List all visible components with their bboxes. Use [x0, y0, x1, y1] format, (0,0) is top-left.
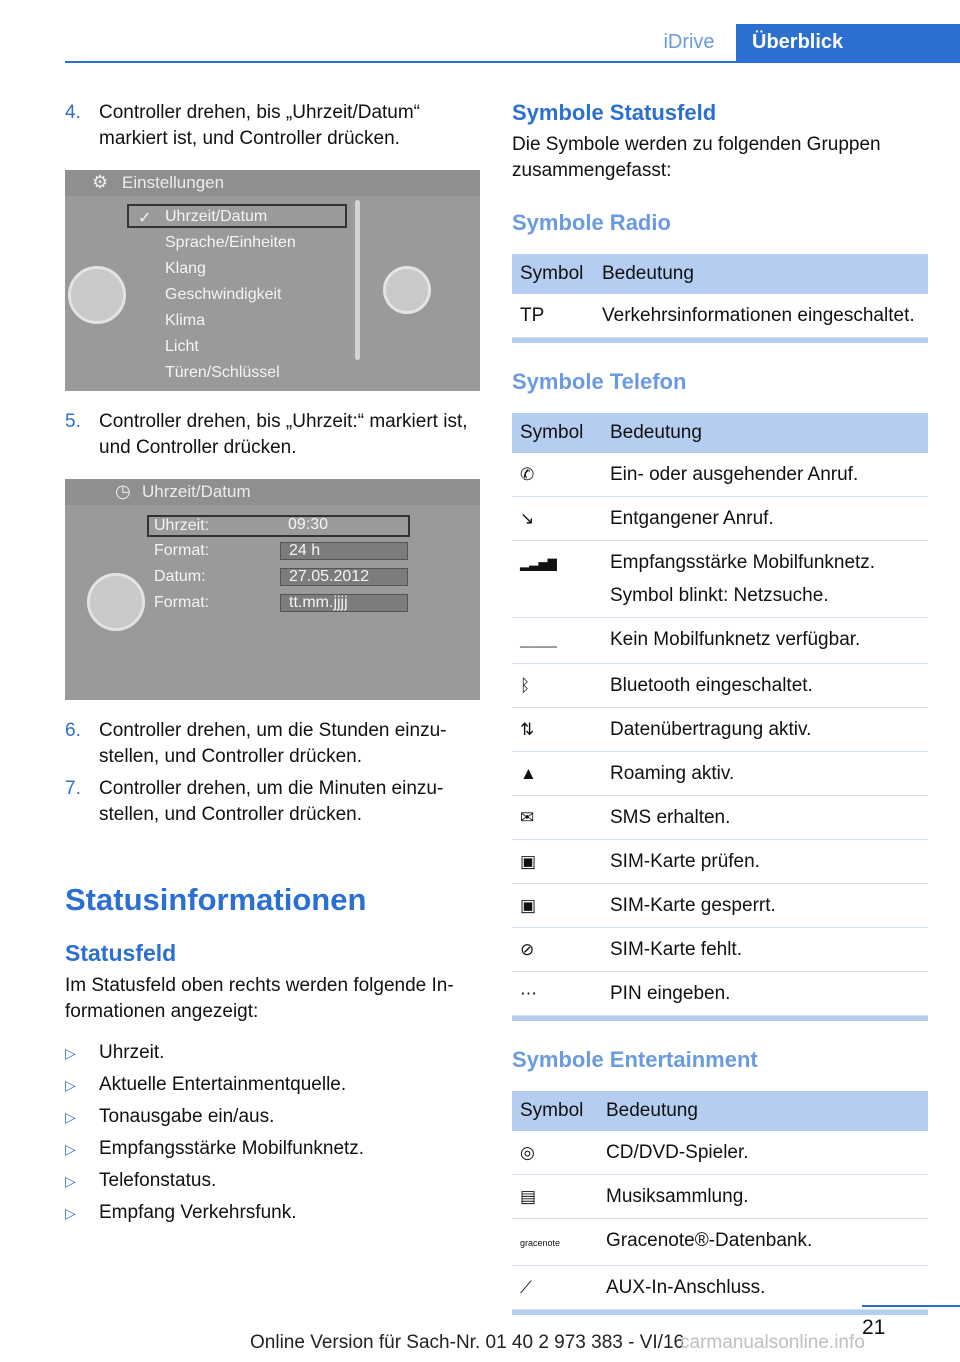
menu-item: Türen/Schlüssel — [165, 364, 280, 381]
step-text: Controller drehen, bis „Uhrzeit:“ markiert ist, und Controller drücken. — [99, 411, 468, 458]
field-value: 24 h — [280, 542, 408, 560]
table-row: ▤ Musiksammlung. — [512, 1175, 928, 1219]
col-header-meaning: Bedeutung — [602, 413, 928, 453]
list-item: ▷ Empfangsstärke Mobilfunknetz. — [65, 1133, 480, 1165]
page-number: 21 — [862, 1316, 886, 1339]
signal-strength-icon: ▂▃▅▇ — [520, 557, 557, 571]
scroll-arc — [355, 200, 360, 360]
field-label: Format: — [154, 594, 210, 611]
bullet-icon: ▷ — [65, 1109, 76, 1125]
table-row: ▂▃▅▇ Empfangsstärke Mobilfunknetz. Symbol blinkt: Netzsuche. — [512, 541, 928, 618]
table-row: ⟋ AUX-In-Anschluss. — [512, 1266, 928, 1310]
bullet-icon: ▷ — [65, 1205, 76, 1221]
table-row: ▁▁▁▁ Kein Mobilfunknetz verfügbar. — [512, 618, 928, 664]
menu-item: Klang — [165, 260, 206, 277]
list-item: ▷ Aktuelle Entertainmentquelle. — [65, 1069, 480, 1101]
field-label: Format: — [154, 542, 210, 559]
data-transfer-icon: ⇅ — [520, 720, 535, 739]
menu-item: Klima — [165, 312, 206, 329]
left-column — [65, 100, 480, 1229]
menu-item: Uhrzeit/Datum — [165, 208, 268, 225]
step-number: 5. — [65, 411, 81, 432]
footer-text: Online Version für Sach-Nr. 01 40 2 973 383 - VI/16 — [250, 1332, 685, 1353]
controller-knob — [68, 266, 126, 324]
screen-title: Einstellungen — [122, 173, 225, 192]
sim-check-icon: ▣ — [520, 852, 537, 871]
table-row: ▣ SIM-Karte prüfen. — [512, 840, 928, 884]
status-list — [65, 1037, 480, 1229]
list-item: ▷ Uhrzeit. — [65, 1037, 480, 1069]
table-row: gracenote Gracenote®-Datenbank. — [512, 1219, 928, 1266]
settings-screenshot — [65, 170, 480, 391]
field-value: tt.mm.jjjj — [280, 594, 408, 612]
radio-heading: Symbole Radio — [512, 210, 671, 235]
gear-icon: ⚙ — [92, 172, 109, 192]
list-item: ▷ Tonausgabe ein/aus. — [65, 1101, 480, 1133]
phone-heading: Symbole Telefon — [512, 369, 687, 394]
clock-icon: ◷ — [115, 481, 131, 501]
roaming-icon: ▲ — [520, 764, 537, 783]
bullet-icon: ▷ — [65, 1045, 76, 1061]
watermark: carmanualsonline.info — [680, 1332, 865, 1353]
table-row: ⇅ Datenübertragung aktiv. — [512, 708, 928, 752]
right-column — [512, 100, 928, 1315]
step-number: 7. — [65, 778, 81, 799]
menu-item: Geschwindigkeit — [165, 286, 282, 303]
col-header-meaning: Bedeutung — [594, 254, 928, 294]
entertainment-heading: Symbole Entertainment — [512, 1047, 758, 1072]
field-value: 27.05.2012 — [280, 568, 408, 586]
table-row: ᛒ Bluetooth eingeschaltet. — [512, 664, 928, 708]
cd-dvd-icon: ◎ — [520, 1143, 535, 1162]
list-item: ▷ Telefonstatus. — [65, 1165, 480, 1197]
symbols-heading: Symbole Statusfeld — [512, 100, 717, 125]
col-header-meaning: Bedeutung — [598, 1091, 928, 1131]
subsection-heading: Statusfeld — [65, 940, 177, 966]
step-7 — [65, 776, 480, 828]
music-collection-icon: ▤ — [520, 1187, 537, 1206]
no-network-icon: ▁▁▁▁ — [520, 634, 557, 648]
tab-idrive[interactable]: iDrive — [663, 31, 715, 53]
step-4 — [65, 100, 480, 152]
step-text: Controller drehen, bis „Uhrzeit/Datum“ markiert ist, und Controller drücken. — [99, 102, 421, 149]
entertainment-table — [512, 1091, 928, 1310]
table-row: ⋯ PIN eingeben. — [512, 972, 928, 1016]
table-row: ✉ SMS erhalten. — [512, 796, 928, 840]
field-label: Datum: — [154, 568, 206, 585]
col-header-symbol: Symbol — [512, 413, 602, 453]
step-6 — [65, 718, 480, 770]
bullet-icon: ▷ — [65, 1173, 76, 1189]
step-text: Controller drehen, um die Minuten einzustellen, und Controller drücken. — [99, 778, 444, 825]
sms-icon: ✉ — [520, 808, 535, 827]
gracenote-icon: gracenote — [520, 1238, 561, 1248]
controller-knob — [87, 573, 145, 631]
table-row: ▲ Roaming aktiv. — [512, 752, 928, 796]
header-rule — [65, 61, 960, 63]
table-row: ◎ CD/DVD-Spieler. — [512, 1131, 928, 1175]
table-row: ✆ Ein- oder ausgehender Anruf. — [512, 453, 928, 497]
field-label: Uhrzeit: — [154, 517, 210, 534]
step-number: 6. — [65, 720, 81, 741]
radio-table — [512, 254, 928, 338]
col-header-symbol: Symbol — [512, 1091, 598, 1131]
symbols-intro: Die Symbole werden zu folgenden Gruppen zusammengefasst: — [512, 134, 881, 181]
footer-rule — [862, 1305, 960, 1307]
controller-knob-right — [383, 266, 431, 314]
table-row: ▣ SIM-Karte gesperrt. — [512, 884, 928, 928]
menu-item: Sprache/Einheiten — [165, 234, 296, 251]
menu-item: Licht — [165, 338, 199, 355]
table-row: ↘ Entgangener Anruf. — [512, 497, 928, 541]
intro-text: Im Statusfeld oben rechts werden folgende Informationen angezeigt: — [65, 975, 454, 1022]
tab-ueberblick[interactable]: Überblick — [736, 24, 960, 61]
step-5 — [65, 409, 480, 461]
phone-table — [512, 413, 928, 1016]
time-date-screenshot — [65, 479, 480, 700]
table-row: TP Verkehrsinformationen eingeschaltet. — [512, 294, 928, 338]
table-row: ⊘ SIM-Karte fehlt. — [512, 928, 928, 972]
list-item: ▷ Empfang Verkehrsfunk. — [65, 1197, 480, 1229]
step-number: 4. — [65, 102, 81, 123]
bullet-icon: ▷ — [65, 1077, 76, 1093]
bluetooth-icon: ᛒ — [520, 676, 531, 695]
missed-call-icon: ↘ — [520, 509, 535, 528]
bullet-icon: ▷ — [65, 1141, 76, 1157]
screen-title: Uhrzeit/Datum — [142, 482, 251, 501]
check-icon: ✓ — [138, 210, 152, 227]
section-heading: Statusinformationen — [65, 882, 367, 917]
aux-in-icon: ⟋ — [520, 1278, 532, 1297]
phone-handset-icon: ✆ — [520, 465, 535, 484]
col-header-symbol: Symbol — [512, 254, 594, 294]
field-value: 09:30 — [288, 516, 329, 533]
step-text: Controller drehen, um die Stunden einzustellen, und Controller drücken. — [99, 720, 447, 767]
sim-missing-icon: ⊘ — [520, 940, 535, 959]
sim-locked-icon: ▣ — [520, 896, 537, 915]
pin-entry-icon: ⋯ — [520, 984, 537, 1003]
